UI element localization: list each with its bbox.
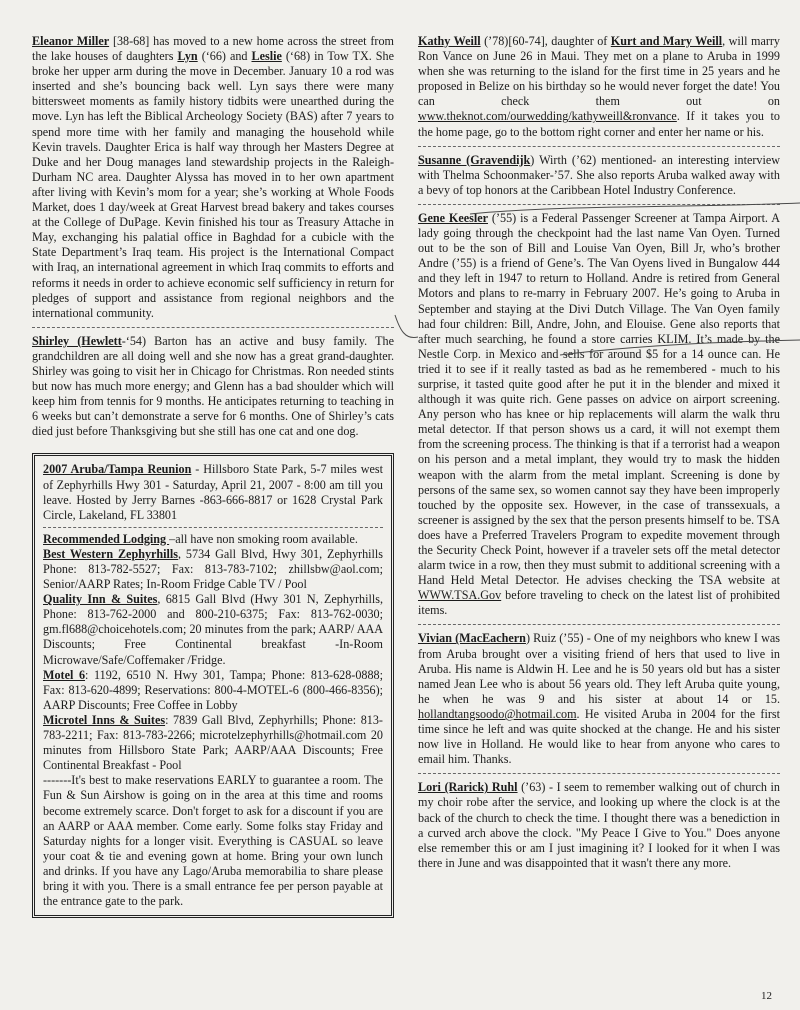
entry-text: (’78)[60-74], daughter of (480, 34, 611, 48)
reunion-box (32, 453, 394, 918)
hotel-name: Microtel Inns & Suites (43, 712, 166, 727)
entry-text: (‘68) in Tow TX. She broke her upper arm during the move in December. January 10 a rod was inserted and she’s bouncing back well. Lyn says there were many bittersweet moments as family history tidbits were unearthed during the move. Lyn has left the Biblical Archeology Society (BAS) after 7 years to spend more time with her family and managing the household while Kevin travels. Daughter Erica is half way through her Masters Degree at Duke and her Doug manages land stewardship projects in the Raleigh-Durham NC area. Daughter Alyssa has moved in to her own apartment after living with Kevin’s mom for a year; she’s working at Whole Foods Market, does 1 day/week at Great Harvest bread bakery and takes courses at the College of DuPage. Kevin finished his tour as Treasury Attache in May, exchanging his palatial office in Baghdad for a cubicle with the State Department’s Iraq team. His project is the International Compact with Iraq, an international agreement in which Iraq commits to efforts and reforms it needs in order to achieve economic self sufficiency in return for pledges of support and assistance from regional neighbors and the international community. (32, 49, 394, 320)
left-column (32, 34, 394, 918)
hotel-name: Quality Inn & Suites (43, 592, 158, 607)
hotel-details: : 1192, 6510 N. Hwy 301, Tampa; Phone: 813-628-0888; Fax: 813-620-4899; Reservations: 800-4-MOTEL-6 (800-466-8356); AARP Discounts; Free Coffee in Lobby (43, 667, 383, 712)
lodging-microtel (43, 713, 383, 773)
dashed-divider (418, 204, 780, 205)
hotel-details: : 7839 Gall Blvd, Zephyrhills; Phone: 813-783-2211; Fax: 813-783-2266; microtelzephyrhills@hotmail.com 20 minutes from Hillsboro State Park; AARP/AAA Discounts; Free Continental Breakfast - Pool (43, 712, 383, 773)
entry-lori-rarick (418, 780, 780, 871)
entry-name: Kurt and Mary Weill (610, 34, 723, 48)
entry-name: Kathy Weill (418, 34, 481, 48)
entry-text: . If it takes you to the home page, go to the bottom right corner and enter her name or his. (418, 109, 780, 139)
entry-text: , will marry Ron Vance on June 26 in Maui. They met on a plane to Aruba in 1999 when she was returning to the island for the first time in 25 years and he proposed in Belize on his birthday so he would never forget the date! You can check them out on (418, 34, 780, 109)
entry-kathy-weill (418, 34, 780, 140)
reunion-title: 2007 Aruba/Tampa Reunion (43, 462, 192, 477)
entry-name: Eleanor Miller (32, 34, 110, 48)
dashed-divider (418, 624, 780, 625)
entry-name: Lori (Rarick) Ruhl (418, 780, 518, 795)
entry-susanne-gravendijk (418, 153, 780, 198)
reunion-closing-notes: -------It's best to make reservations EARLY to guarantee a room. The Fun & Sun Airshow is going on in the area at this time and rooms become extremely scarce. Don't forget to ask for a discount if you are an AARP or AAA member. Come early. Some folks stay Friday and Saturday nights for a longer visit. Everything is CASUAL so leave your coat & tie and evening gown at home. Bring your own lunch and drinks. If you have any Lago/Aruba memorabilia to share please bring it with you. There is a small entrance fee per person payable at the entrance gate to the park. (43, 773, 383, 909)
wedding-website-link[interactable]: www.theknot.com/ourwedding/kathyweill&ronvance (418, 109, 677, 124)
entry-name: Susanne (Gravendijk (418, 152, 531, 167)
email-link[interactable]: hollandtangsoodo@hotmail.com (418, 706, 577, 721)
lodging-motel-6 (43, 668, 383, 713)
lodging-title: Recommended Lodging (43, 531, 170, 546)
entry-name: Lyn (177, 49, 198, 64)
entry-text: (’63) - I seem to remember walking out of church in my choir robe after the service, and looking up where the clock is at the back of the church to check the time. I thought there was a benediction in a curved arch above the clock. "My Peace I Give to You." Does anyone else remember this or am I just imagining it? I looked for it when I was there in June and was disappointed that it wasn't there any more. (418, 780, 780, 870)
entry-text: . He visited Aruba in 2004 for the first time since he left and was quite shocked at the change. He and his sister now live in Holland. He would like to hear from anyone who cares to email him. Thanks. (418, 706, 780, 767)
entry-text: before traveling to check on the latest list of prohibited items. (418, 588, 780, 618)
entry-vivian-maceachern (418, 631, 780, 767)
entry-text: (’55) is a Federal Passenger Screener at Tampa Airport. A lady going through the checkpoint had the last name Van Oyen. Turned out to be the son of Bill and Louise Van Oyen, Bill Jr, who’s brother Andre (’55) is a friend of Gene’s. The Van Oyens lived in Bungalow 444 and they left in 1947 to return to Holland. Andre is retired from General Motors and plans to re-marry in February 2007. He’s going to Aruba in September and staying at the Divi Dutch Village. The Van Oyen family had four children: Bill, Andre, John, and Elouise. Gene also reports that after much searching, he found a store carries KLIM. It’s made by the Nestle Corp. in Mexico and sells for around $5 for a 14 ounce can. He tried it to see if it really tasted as bad as he remembered - much to his surprise, it tasted quite good after he put it in the blender and mixed it although it was quite rich. Gene passes on advice on airport screening. Any person who has knee or hip replacements will alarm the walk thru metal detector. If that person shows us a card, it will not exempt them from the screening process. The thinking is that if a terrorist had a weapon on his person and a metal implant, they would try to mask the hidden weapon with the alarm from the metal implant. Screening is done by persons of the same sex, so women cannot say they have been improperly touched by the opposite sex. However, in the case of transsexuals, a screener is assigned by the sex that the person presents himself to be. TSA does have a Preferred Travelers Program to expedite movement through the Security Check Point, however if a traveler sets off the metal detector alarm twice in a row, then they must submit to additional screening with a Hand Held Metal Detector. He advises checking the TSA website at (418, 210, 780, 588)
dashed-divider (43, 527, 383, 528)
dashed-divider (32, 327, 394, 328)
entry-gene-keesler (418, 211, 780, 619)
right-column (418, 34, 780, 871)
lodging-quality-inn (43, 592, 383, 667)
hotel-details: , 5734 Gall Blvd, Hwy 301, Zephyrhills Phone: 813-782-5527; Fax: 813-783-7102; zhillsbw@aol.com; Senior/AARP Rates; In-Room Fridge Cable TV / Pool (43, 546, 384, 592)
lodging-text: –all have non smoking room available. (169, 531, 358, 546)
entry-text: ) Ruiz (’55) - One of my neighbors who knew I was from Aruba brought over a visiting friend of hers that used to live in Aruba. His name is Aldwin H. Lee and he is 50 years old but has a sister named Jean Lee who is about 56 years old. They left Aruba quite young, he when he was 9 and his sister at about 14 or 15. (418, 631, 780, 706)
entry-name: Gene Keesler (418, 210, 488, 225)
entry-text: [38-68] has moved to a new home across the street from the lake houses of daughters (32, 34, 394, 64)
lodging-best-western (43, 547, 383, 592)
reunion-paragraph (43, 462, 383, 522)
entry-eleanor-miller (32, 34, 394, 321)
lodging-heading (43, 532, 383, 547)
entry-name: Leslie (251, 49, 282, 64)
hotel-details: , 6815 Gall Blvd (Hwy 301 N, Zephyrhills, Phone: 813-762-2000 and 800-210-6375; Fax: 813-762-0030; gm.fl688@choicehotels.com; 20 minutes from the park; AARP/ AAA Discounts; Free Continental breakfast -In-Room Microwave/Safe/Coffemaker /Fridge. (43, 592, 384, 667)
dashed-divider (418, 773, 780, 774)
hotel-name: Motel 6 (43, 667, 86, 682)
dashed-divider (418, 146, 780, 147)
entry-text: (‘66) and (197, 49, 252, 64)
entry-text: -‘54) Barton has an active and busy family. The grandchildren are all doing well and she now has a great grand-daughter. Shirley was going to visit her in Chicago for Christmas. Ron needed stints but now has much more energy; and Glenn has a bad shoulder which will keep him from tennis for 9 months. He anticipates returning to teaching in 6 weeks but can’t demonstrate a serve for 6 months. One of Shirley’s cats died just before Thanksgiving but she still has one cat and one dog. (32, 333, 394, 439)
hotel-name: Best Western Zephyrhills (43, 546, 179, 561)
reunion-text: - Hillsboro State Park, 5-7 miles west of Zephyrhills Hwy 301 - Saturday, April 21, 2007 - 8:00 am till you leave. Hosted by Jerry Barnes -863-666-8817 or 1628 Crystal Park Circle, Lakeland, FL 33801 (43, 462, 383, 522)
entry-name: Vivian (MacEachern (418, 631, 526, 646)
page-number: 12 (761, 990, 772, 1002)
tsa-website-link[interactable]: WWW.TSA.Gov (418, 588, 502, 603)
entry-text: ) Wirth (’62) mentioned- an interesting interview with Thelma Schoonmaker-’57. She also reports Aruba walked away with a bevy of top honors at the Caribbean Hotel Industry Conference. (418, 152, 780, 197)
entry-shirley-hewlett (32, 334, 394, 440)
entry-name: Shirley (Hewlett (32, 333, 122, 348)
